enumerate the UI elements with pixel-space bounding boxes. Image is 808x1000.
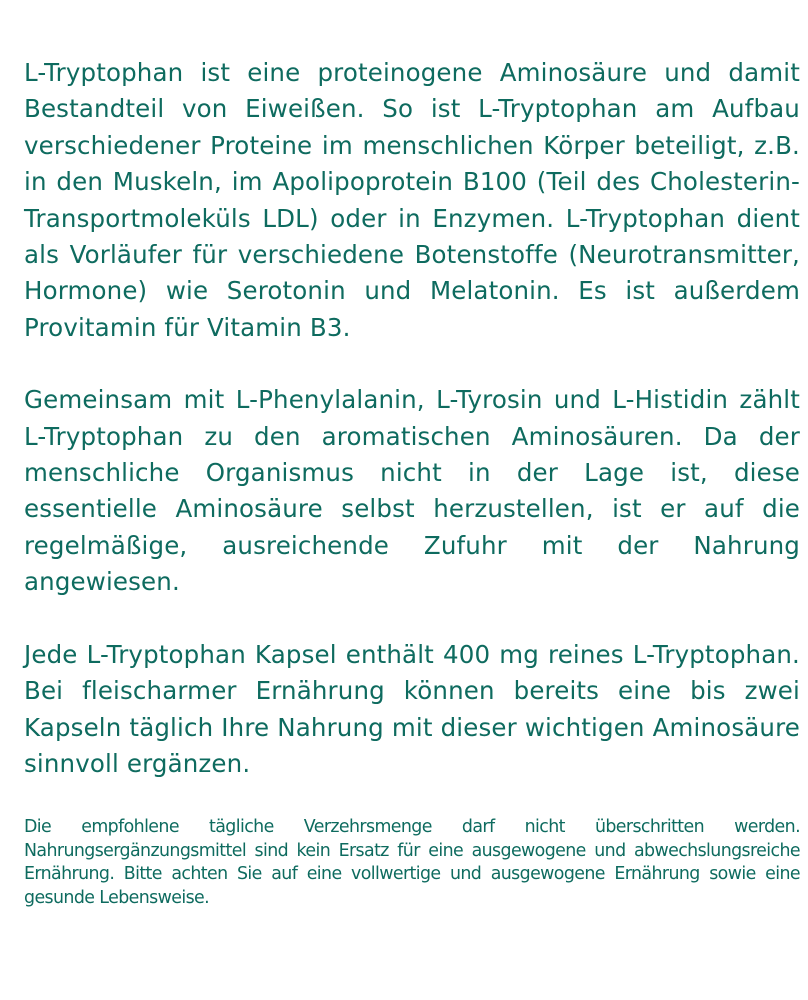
paragraph-aromatic-amino-acids: Gemeinsam mit L-Phenylalanin, L-Tyrosin und L-Histidin zählt L-Tryptophan zu den aromatischen Aminosäuren. Da der menschliche Organismus nicht in der Lage ist, diese essentielle Aminosäure selbst herzustellen, ist er auf die regelmäßige, ausreichende Zufuhr mit der Nahrung angewiesen. xyxy=(24,385,800,597)
disclaimer-note: Die empfohlene tägliche Verzehrsmenge darf nicht überschritten werden. Nahrungsergänzungsmittel sind kein Ersatz für eine ausgewogene und abwechslungsreiche Ernährung. Bitte achten Sie auf eine vollwertige und ausgewogene Ernährung sowie eine gesunde Lebensweise. xyxy=(24,817,800,908)
paragraph-capsule-content: Jede L-Tryptophan Kapsel enthält 400 mg reines L-Tryptophan. Bei fleischarmer Ernährung können bereits eine bis zwei Kapseln täglich Ihre Nahrung mit dieser wichtigen Aminosäure sinnvoll ergänzen. xyxy=(24,639,800,778)
document-body xyxy=(24,55,800,910)
paragraph-intro: L-Tryptophan ist eine proteinogene Aminosäure und damit Bestandteil von Eiweißen. So ist L-Tryptophan am Aufbau verschiedener Proteine im menschlichen Körper beteiligt, z.B. in den Muskeln, im Apolipoprotein B100 (Teil des Cholesterin-Transportmoleküls LDL) oder in Enzymen. L-Tryptophan dient als Vorläufer für verschiedene Botenstoffe (Neurotransmitter, Hormone) wie Serotonin und Melatonin. Es ist außerdem Provitamin für Vitamin B3. xyxy=(24,58,800,342)
